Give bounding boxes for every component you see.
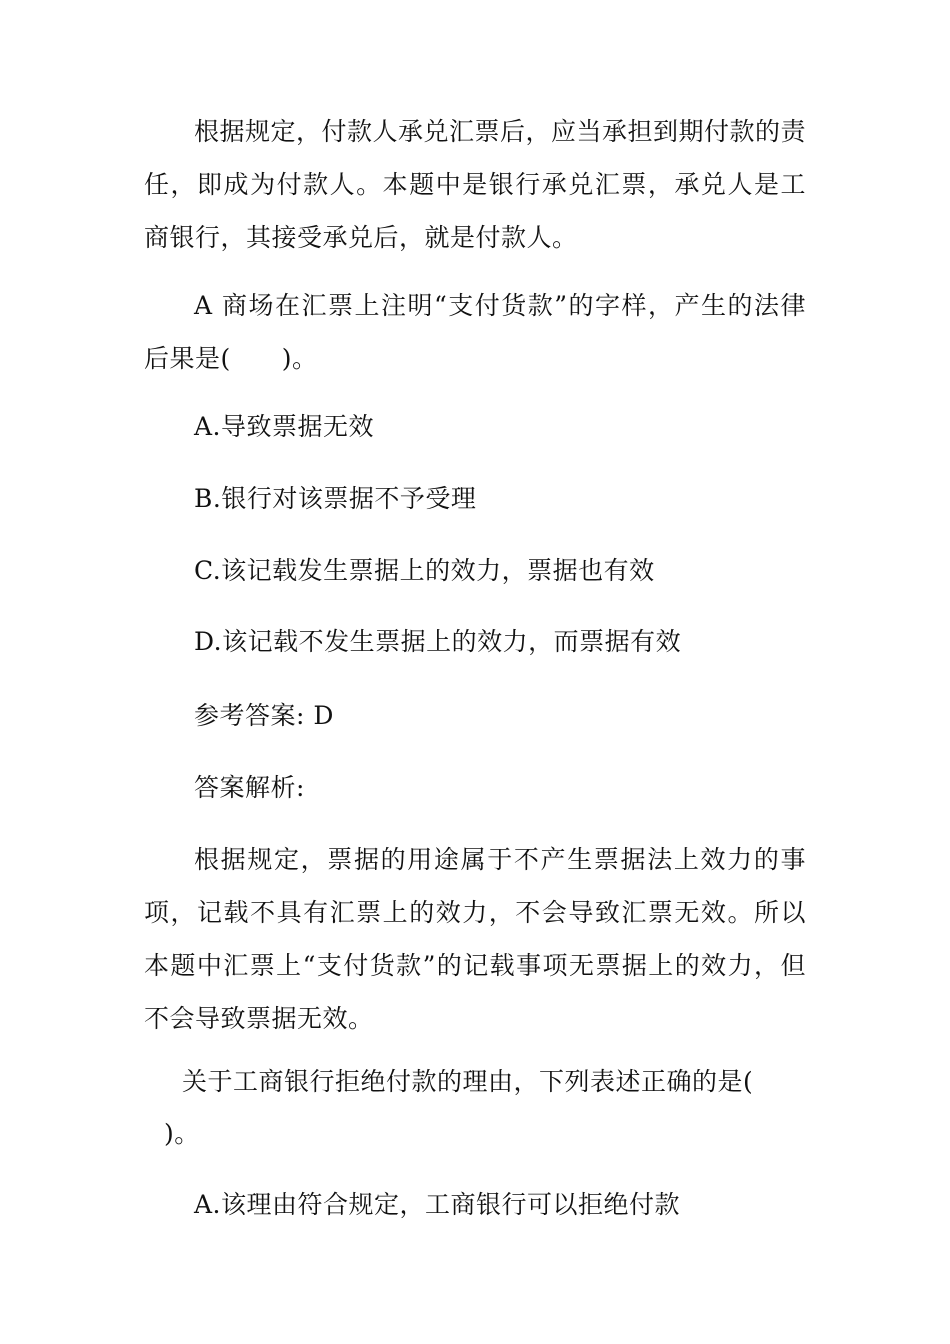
q1-option-c: C.该记载发生票据上的效力，票据也有效	[194, 556, 655, 585]
question-2-line-2: )。	[164, 1119, 200, 1148]
q2-option-a: A.该理由符合规定，工商银行可以拒绝付款	[194, 1190, 681, 1219]
question-2-line-1: 关于工商银行拒绝付款的理由，下列表述正确的是(	[182, 1067, 754, 1096]
q1-analysis-label: 答案解析:	[194, 773, 305, 802]
question-1: A 商场在汇票上注明“支付货款”的字样，产生的法律后果是( )。	[144, 291, 806, 373]
q1-option-b: B.银行对该票据不予受理	[194, 484, 477, 513]
paragraph-explanation: 根据规定，付款人承兑汇票后，应当承担到期付款的责任，即成为付款人。本题中是银行承兑汇票，承兑人是工商银行，其接受承兑后，就是付款人。	[144, 117, 807, 252]
q1-option-a: A.导致票据无效	[194, 412, 375, 441]
q1-analysis-text: 根据规定，票据的用途属于不产生票据法上效力的事项，记载不具有汇票上的效力，不会导致汇票无效。所以本题中汇票上“支付货款”的记载事项无票据上的效力，但不会导致票据无效。	[144, 845, 806, 1033]
q1-reference-answer: 参考答案: D	[194, 701, 334, 730]
q1-option-d: D.该记载不发生票据上的效力，而票据有效	[194, 627, 682, 656]
